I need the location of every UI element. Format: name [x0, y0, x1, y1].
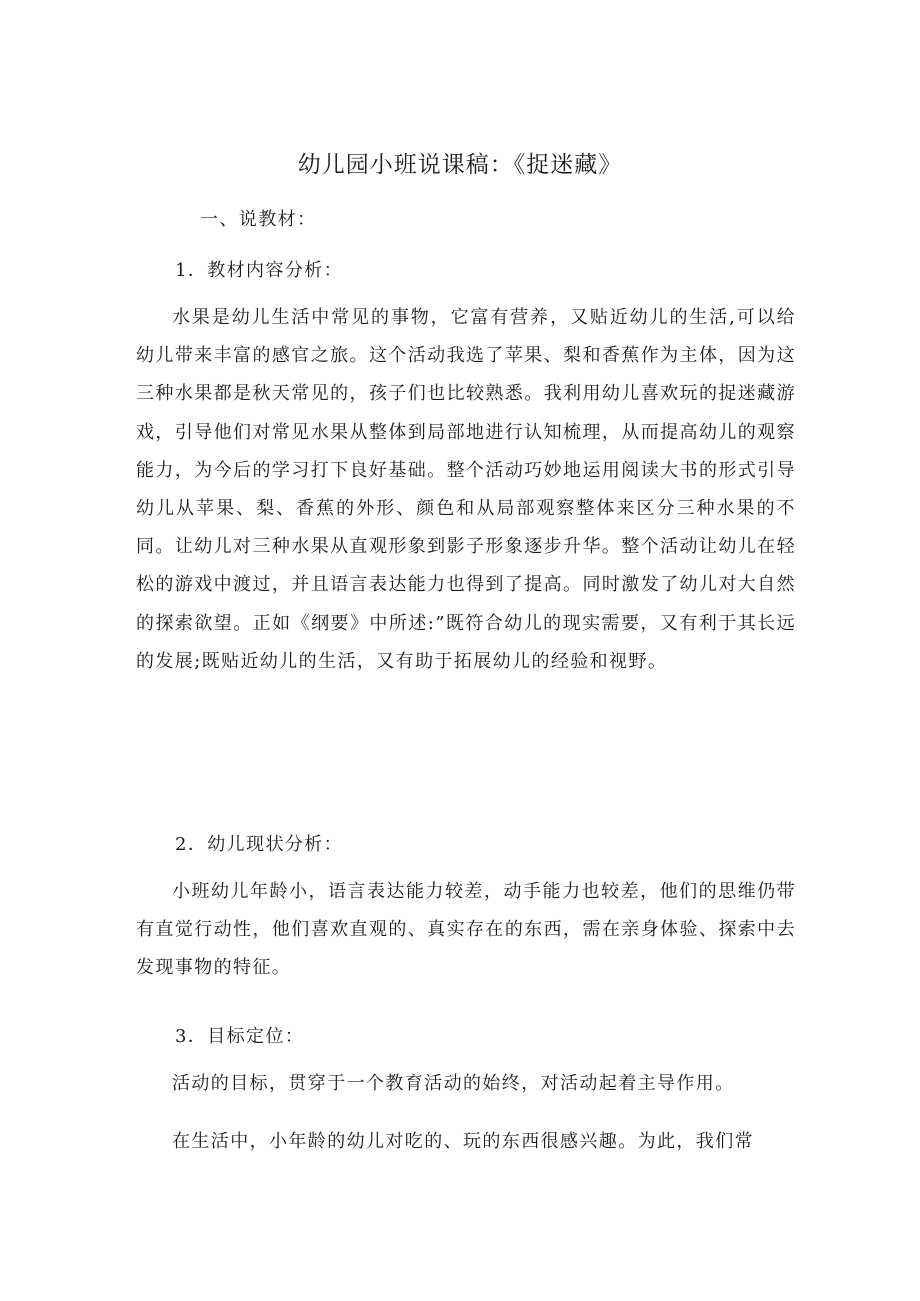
paragraph-goal-1 [136, 1065, 796, 1103]
section-heading-teaching-material: 一、说教材： [200, 209, 317, 230]
paragraph-goal-1-text: 活动的目标，贯穿于一个教育活动的始终，对活动起着主导作用。 [172, 1073, 735, 1094]
subheading-content-analysis: 1．教材内容分析： [175, 260, 344, 281]
paragraph-content-analysis-text: 水果是幼儿生活中常见的事物，它富有营养，又贴近幼儿的生活,可以给幼儿带来丰富的感官之旅。这个活动我选了苹果、梨和香蕉作为主体，因为这三种水果都是秋天常见的，孩子们也比较熟悉。我利用幼儿喜欢玩的捉迷藏游戏，引导他们对常见水果从整体到局部地进行认知梳理，从而提高幼儿的观察能力，为今后的学习打下良好基础。整个活动巧妙地运用阅读大书的形式引导幼儿从苹果、梨、香蕉的外形、颜色和从局部观察整体来区分三种水果的不同。让幼儿对三种水果从直观形象到影子形象逐步升华。整个活动让幼儿在轻松的游戏中渡过，并且语言表达能力也得到了提高。同时激发了幼儿对大自然的探索欲望。正如《纲要》中所述:”既符合幼儿的现实需要，又有利于其长远的发展;既贴近幼儿的生活，又有助于拓展幼儿的经验和视野。 [136, 307, 796, 672]
paragraph-goal-2-text: 在生活中，小年龄的幼儿对吃的、玩的东西很感兴趣。为此，我们常 [172, 1131, 754, 1152]
subheading-children-status: 2．幼儿现状分析： [175, 834, 344, 855]
paragraph-children-status-text: 小班幼儿年龄小，语言表达能力较差，动手能力也较差，他们的思维仍带有直觉行动性，他们喜欢直观的、真实存在的东西，需在亲身体验、探索中去发现事物的特征。 [136, 881, 796, 979]
paragraph-children-status [136, 873, 796, 988]
subheading-goal-positioning: 3．目标定位： [175, 1026, 305, 1047]
paragraph-goal-2 [136, 1123, 796, 1161]
document-title: 幼儿园小班说课稿：《捉迷藏》 [297, 152, 623, 178]
paragraph-content-analysis [136, 299, 796, 681]
